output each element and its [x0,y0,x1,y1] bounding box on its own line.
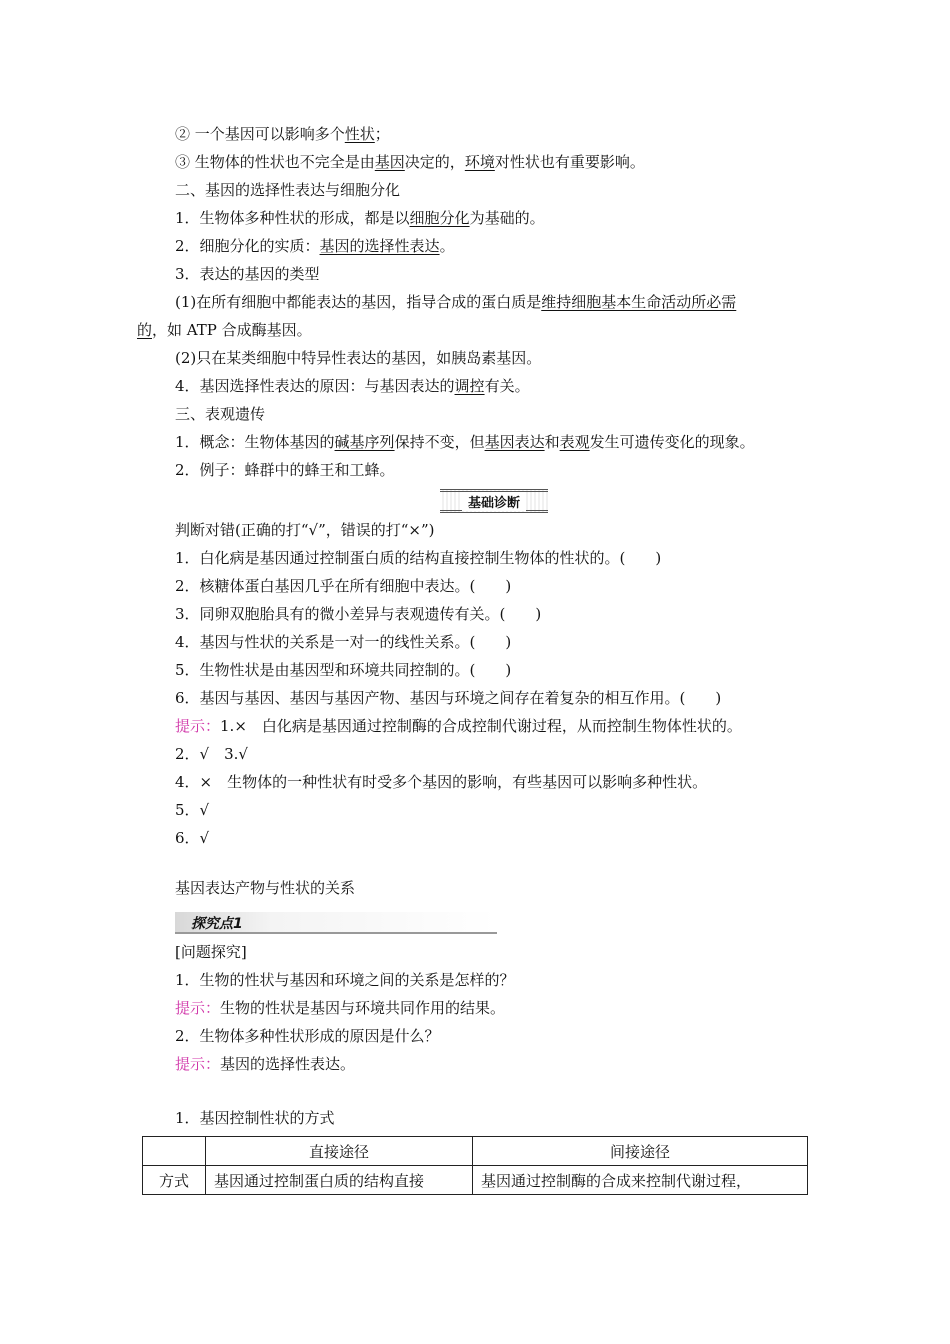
answer-line: 6．√ [175,829,210,847]
answer-line: 提示：1.× 白化病是基因通过控制酶的合成控制代谢过程，从而控制生物体性状的。 [175,717,742,735]
diagnosis-intro: 判断对错(正确的打“√”，错误的打“×”) [175,521,435,539]
text-line: 2．细胞分化的实质：基因的选择性表达。 [175,237,455,255]
explore-point-tag: 探究点1 [175,912,497,934]
answer-line: 5．√ [175,801,210,819]
hint-label: 提示： [175,999,221,1017]
question-item: 3．同卵双胞胎具有的微小差异与表观遗传有关。( ) [175,605,542,623]
gene-trait-table [142,1136,808,1195]
question-item: 6．基因与基因、基因与基因产物、基因与环境之间存在着复杂的相互作用。( ) [175,689,722,707]
text-line: (1)在所有细胞中都能表达的基因，指导合成的蛋白质是维持细胞基本生命活动所必需 [175,293,737,311]
section-title: 基因表达产物与性状的关系 [175,879,356,897]
section-heading: 三、表观遗传 [175,405,266,423]
hint-label: 提示： [175,1055,221,1073]
hint-label: 提示： [175,717,221,735]
subheading: 1．基因控制性状的方式 [175,1109,335,1127]
answer-line: 提示：生物的性状是基因与环境共同作用的结果。 [175,999,506,1017]
table-cell: 方式 [143,1166,206,1195]
table-row [143,1166,808,1195]
table-cell: 基因通过控制酶的合成来控制代谢过程， [473,1166,808,1195]
question-item: 1．生物的性状与基因和环境之间的关系是怎样的？ [175,971,515,989]
text-line: 3．表达的基因的类型 [175,265,320,283]
question-item: 4．基因与性状的关系是一对一的线性关系。( ) [175,633,512,651]
text-line: 1．生物体多种性状的形成，都是以细胞分化为基础的。 [175,209,545,227]
question-item: 5．生物性状是由基因型和环境共同控制的。( ) [175,661,512,679]
text-line: (2)只在某类细胞中特异性表达的基因，如胰岛素基因。 [175,349,542,367]
table-header-row [143,1137,808,1166]
text-line: ③ 生物体的性状也不完全是由基因决定的，环境对性状也有重要影响。 [175,153,645,171]
text-line: ② 一个基因可以影响多个性状； [175,125,390,143]
explore-heading: [问题探究] [175,943,247,961]
text-line: 的，如 ATP 合成酶基因。 [137,321,312,339]
text-line: 2．例子：蜂群中的蜂王和工蜂。 [175,461,395,479]
question-item: 2．核糖体蛋白基因几乎在所有细胞中表达。( ) [175,577,512,595]
question-item: 1．白化病是基因通过控制蛋白质的结构直接控制生物体的性状的。( ) [175,549,662,567]
answer-line: 2．√ 3.√ [175,745,248,763]
table-cell: 基因通过控制蛋白质的结构直接 [206,1166,473,1195]
text-line: 1．概念：生物体基因的碱基序列保持不变，但基因表达和表观发生可遗传变化的现象。 [175,433,755,451]
basic-diagnosis-banner: 基础诊断 [440,489,548,513]
table-header-cell: 间接途径 [473,1137,808,1166]
section-heading: 二、基因的选择性表达与细胞分化 [175,181,401,199]
text-line: 4．基因选择性表达的原因：与基因表达的调控有关。 [175,377,530,395]
answer-line: 4．× 生物体的一种性状有时受多个基因的影响，有些基因可以影响多种性状。 [175,773,708,791]
table-header-cell [143,1137,206,1166]
table-header-cell: 直接途径 [206,1137,473,1166]
question-item: 2．生物体多种性状形成的原因是什么？ [175,1027,440,1045]
answer-line: 提示：基因的选择性表达。 [175,1055,356,1073]
